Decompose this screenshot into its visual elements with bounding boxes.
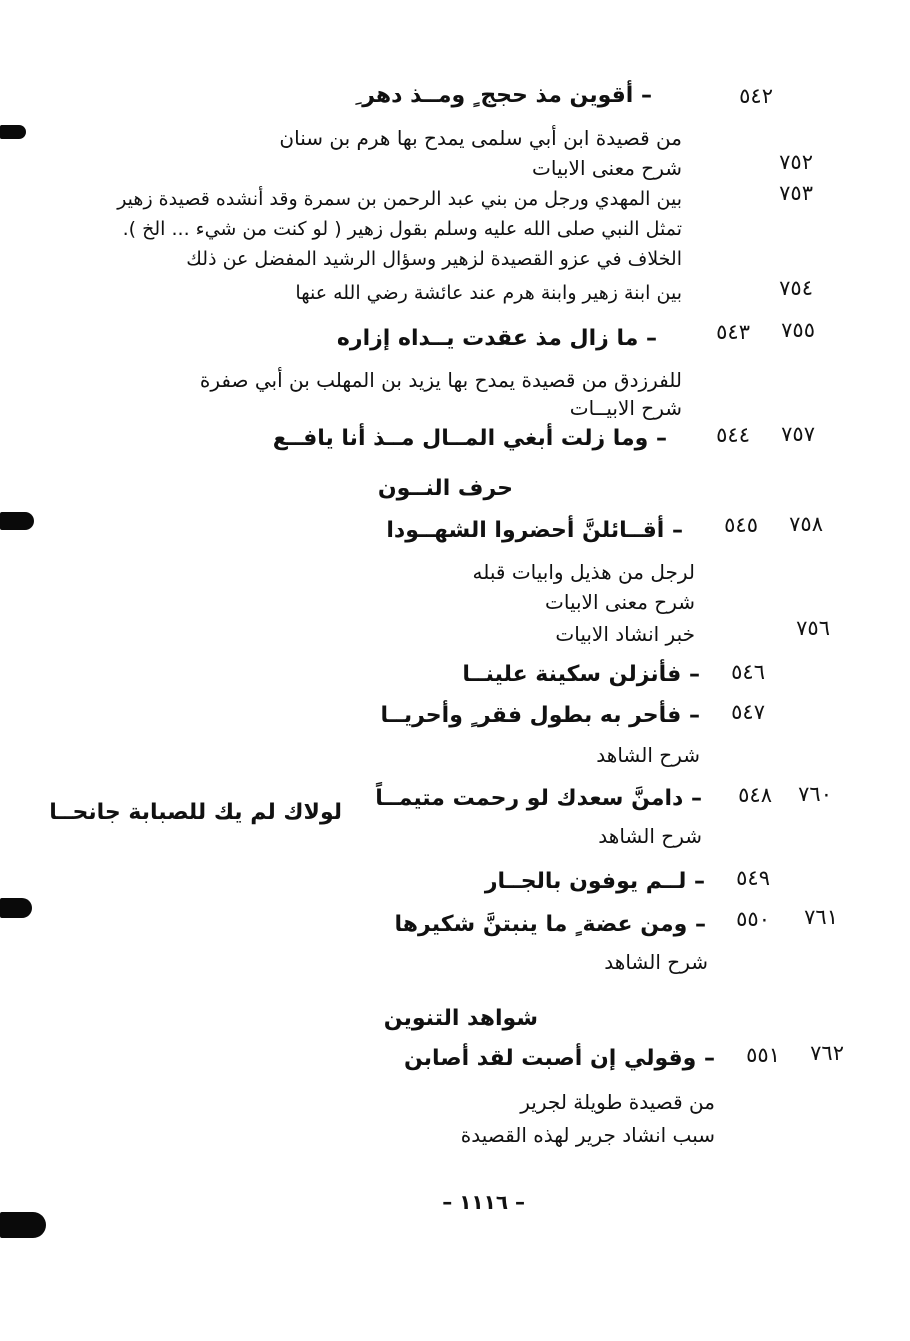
page-number: – ١١١٦ – (442, 1190, 525, 1214)
entry-number: ٥٥٠ (736, 907, 770, 931)
note-line: شرح الابيــات (569, 396, 682, 420)
note-line: شرح الشاهد (604, 950, 708, 974)
section-heading: شواهد التنوين (383, 1006, 538, 1031)
verse-line: – لــم يوفون بالجــار (484, 869, 705, 894)
note-line: من قصيدة طويلة لجرير (520, 1090, 715, 1114)
note-line: بين ابنة زهير وابنة هرم عند عائشة رضي الله عنها (295, 282, 682, 304)
scan-edge-mark (0, 898, 32, 918)
note-line: خبر انشاد الابيات (555, 622, 695, 646)
verse-line: – ومن عضة ٍ ما ينبتنَّ شكيرها (394, 912, 706, 937)
side-page-number: ٧٦٢ (810, 1041, 844, 1065)
scan-edge-mark (0, 125, 26, 139)
side-page-number: ٧٥٤ (779, 276, 813, 300)
side-page-number: ٧٥٦ (796, 616, 830, 640)
side-page-number: ٧٦١ (804, 905, 838, 929)
entry-number: ٥٤٦ (731, 660, 765, 684)
side-page-number: ٧٥٣ (779, 181, 813, 205)
note-line: الخلاف في عزو القصيدة لزهير وسؤال الرشيد المفضل عن ذلك (186, 248, 682, 270)
verse-second-hemistich: لولاك لم يك للصبابة جانحــا (49, 800, 342, 825)
entry-number: ٥٤٧ (731, 700, 765, 724)
entry-number: ٥٤٤ (716, 423, 750, 447)
note-line: سبب انشاد جرير لهذه القصيدة (460, 1123, 715, 1147)
entry-number: ٥٤٥ (724, 513, 758, 537)
entry-number: ٥٥١ (746, 1043, 780, 1067)
scan-edge-mark (0, 1212, 46, 1238)
verse-line: – أقوين مذ حجج ٍ ومــذ دهر ِ (354, 83, 652, 108)
verse-line: – دامنَّ سعدك لو رحمت متيمــاً (375, 786, 702, 811)
entry-number: ٥٤٢ (739, 84, 773, 108)
note-line: بين المهدي ورجل من بني عبد الرحمن بن سمرة وقد أنشده قصيدة زهير (117, 188, 682, 210)
note-line: من قصيدة ابن أبي سلمى يمدح بها هرم بن سنان (279, 126, 682, 150)
note-line: شرح الشاهد (598, 824, 702, 848)
note-line: للفرزدق من قصيدة يمدح بها يزيد بن المهلب بن أبي صفرة (199, 368, 682, 392)
verse-line: – وما زلت أبغي المــال مــذ أنا يافــع (272, 426, 667, 451)
entry-number: ٥٤٣ (716, 320, 750, 344)
entry-number: ٥٤٩ (736, 866, 770, 890)
verse-line: – فأحر به بطول فقر ٍ وأحريــا (380, 703, 700, 728)
note-line: تمثل النبي صلى الله عليه وسلم بقول زهير ( لو كنت من شيء ... الخ ). (122, 218, 682, 240)
side-page-number: ٧٥٨ (789, 512, 823, 536)
note-line: شرح معنى الابيات (532, 156, 682, 180)
side-page-number: ٧٦٠ (798, 782, 832, 806)
verse-line: – فأنزلن سكينة علينــا (462, 662, 700, 687)
verse-line: – ما زال مذ عقدت يــداه إزاره (336, 326, 657, 351)
note-line: لرجل من هذيل وابيات قبله (472, 560, 695, 584)
side-page-number: ٧٥٥ (781, 318, 815, 342)
entry-number: ٥٤٨ (738, 783, 772, 807)
note-line: شرح معنى الابيات (545, 590, 695, 614)
side-page-number: ٧٥٢ (779, 150, 813, 174)
verse-line: – أقــائلنَّ أحضروا الشهــودا (386, 518, 683, 543)
note-line: شرح الشاهد (596, 743, 700, 767)
side-page-number: ٧٥٧ (781, 422, 815, 446)
scan-edge-mark (0, 512, 34, 530)
section-heading: حرف النــون (377, 476, 513, 501)
verse-line: – وقولي إن أصبت لقد أصابن (404, 1046, 715, 1071)
